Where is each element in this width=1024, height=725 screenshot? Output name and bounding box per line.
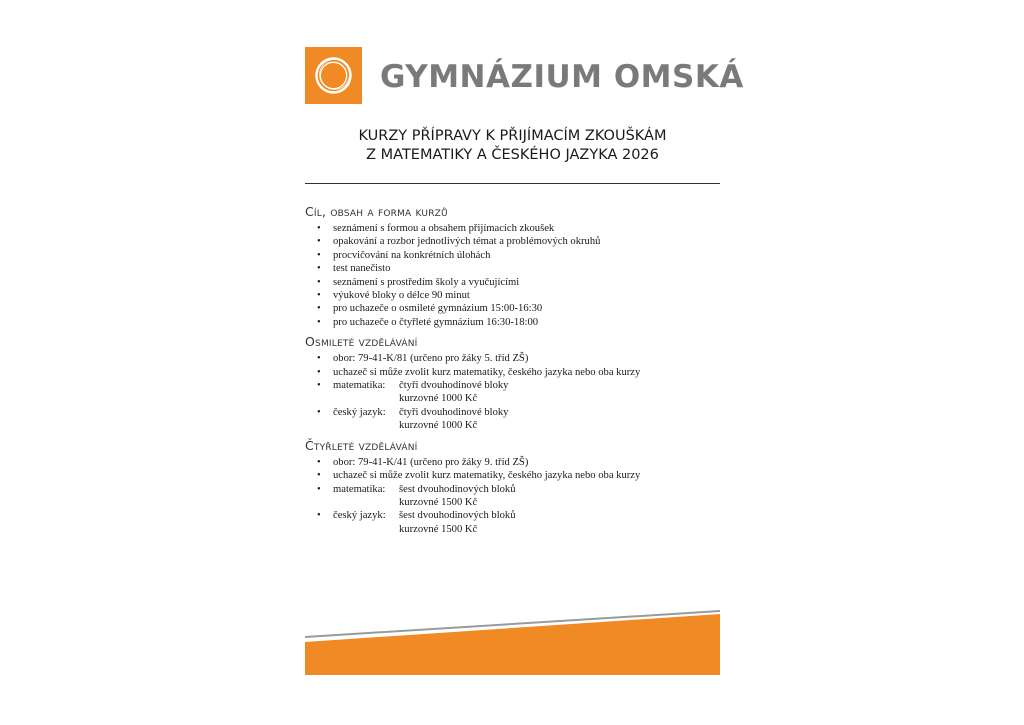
list-item: • obor: 79-41-K/81 (určeno pro žáky 5. tříd ZŠ)	[317, 353, 529, 365]
list-item: • test nanečisto	[317, 263, 391, 275]
list-item: • pro uchazeče o osmileté gymnázium 15:00-16:30	[317, 303, 543, 315]
list-item: • opakování a rozbor jednotlivých témat a problémových okruhů	[317, 236, 601, 248]
price-line: kurzovné 1000 Kč	[399, 420, 478, 432]
bullet-icon: •	[317, 263, 321, 275]
bullet-icon: •	[317, 456, 321, 468]
goal-list	[305, 222, 720, 329]
bullet-icon: •	[317, 249, 321, 261]
title-divider	[305, 183, 720, 184]
content	[305, 204, 720, 536]
price-line: kurzovné 1500 Kč	[399, 496, 478, 508]
list-item: • český jazyk: šest dvouhodinových bloků	[317, 510, 516, 522]
bullet-icon: •	[317, 303, 321, 315]
bullet-icon: •	[317, 380, 321, 392]
list-item: • český jazyk: čtyři dvouhodinové bloky	[317, 406, 509, 418]
bullet-icon: •	[317, 406, 321, 418]
section-heading-eight-year: Osmileté vzdělávání	[305, 334, 418, 350]
bullet-icon: •	[317, 366, 321, 378]
bullet-icon: •	[317, 353, 321, 365]
title-line-1: KURZY PŘÍPRAVY K PŘIJÍMACÍM ZKOUŠKÁM	[358, 128, 667, 144]
four-year-list	[305, 456, 720, 496]
list-item: • uchazeč si může zvolit kurz matematiky, českého jazyka nebo oba kurzy	[317, 366, 641, 378]
list-item: • matematika: šest dvouhodinových bloků	[317, 483, 516, 495]
document-title	[305, 127, 720, 165]
list-item: • seznámení s prostředím školy a vyučujícími	[317, 276, 520, 288]
section-heading-four-year: Čtyřleté vzdělávání	[305, 437, 418, 453]
flyer-page	[305, 47, 744, 675]
list-item: • obor: 79-41-K/41 (určeno pro žáky 9. tříd ZŠ)	[317, 456, 529, 468]
school-name: GYMNÁZIUM OMSKÁ	[380, 59, 744, 95]
school-logo	[305, 47, 362, 104]
title-line-2: Z MATEMATIKY A ČESKÉHO JAZYKA 2026	[366, 147, 659, 163]
bullet-icon: •	[317, 510, 321, 522]
list-item: • seznámení s formou a obsahem přijímacích zkoušek	[317, 223, 555, 234]
price-line: kurzovné 1500 Kč	[399, 523, 478, 535]
bullet-icon: •	[317, 483, 321, 495]
price-line: kurzovné 1000 Kč	[399, 393, 478, 405]
bullet-icon: •	[317, 276, 321, 288]
footer-band	[305, 604, 720, 675]
bullet-icon: •	[317, 470, 321, 482]
eight-year-list	[305, 352, 720, 392]
list-item: • pro uchazeče o čtyřleté gymnázium 16:30-18:00	[317, 316, 539, 328]
bullet-icon: •	[317, 316, 321, 328]
list-item: • matematika: čtyři dvouhodinové bloky	[317, 380, 509, 392]
list-item: • procvičování na konkrétních úlohách	[317, 249, 491, 261]
bullet-icon: •	[317, 290, 321, 302]
section-heading-goal: Cíl, obsah a forma kurzů	[305, 204, 448, 219]
bullet-icon: •	[317, 223, 321, 234]
list-item: • výukové bloky o délce 90 minut	[317, 290, 470, 302]
bullet-icon: •	[317, 236, 321, 248]
list-item: • uchazeč si může zvolit kurz matematiky, českého jazyka nebo oba kurzy	[317, 470, 641, 482]
ring-logo-icon	[305, 47, 362, 104]
